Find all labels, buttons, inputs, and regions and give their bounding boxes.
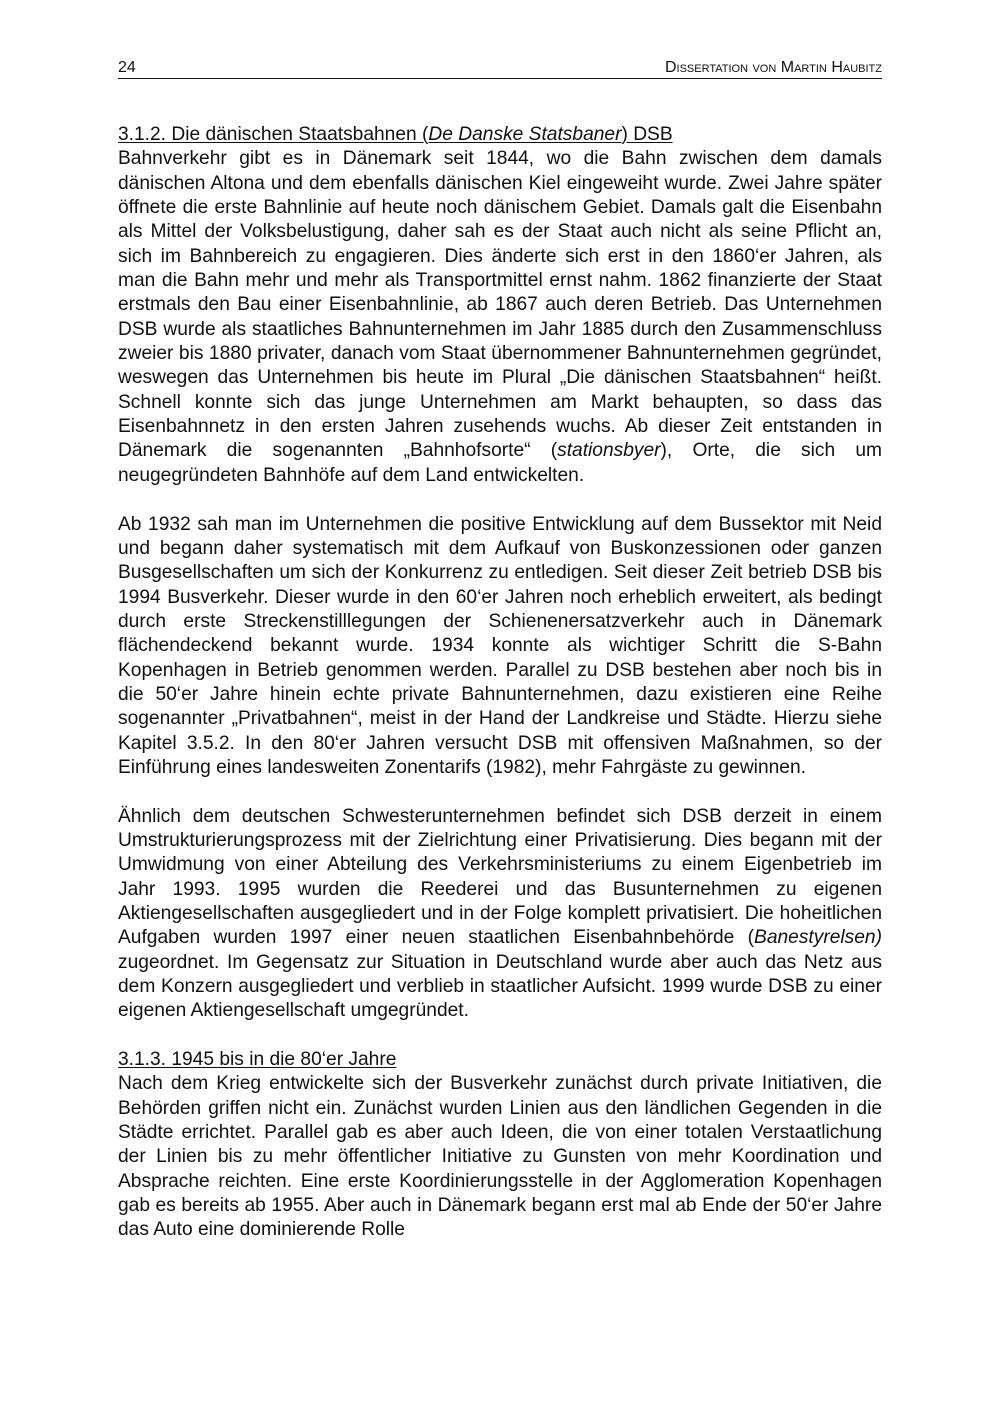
header-title: Dissertation von Martin Haubitz	[664, 59, 882, 76]
section-heading-3-1-3	[118, 1048, 882, 1072]
paragraph-postwar-bus	[118, 1072, 882, 1242]
page-number: 24	[118, 59, 136, 76]
paragraph-italic-text: Banestyrelsen)	[754, 927, 882, 949]
paragraph-text: Ähnlich dem deutschen Schwesterunternehmen befindet sich DSB derzeit in einem Umstrukturierungsprozess mit der Zielrichtung einer Privatisierung. Dies begann mit der Umwidmung von einer Abteilung des Verkehrsministeriums zu einem Eigenbetrieb im Jahr 1993. 1995 wurden die Reederei und das Busunternehmen zu eigenen Aktiengesellschaften ausgegliedert und in der Folge komplett privatisiert. Die hoheitlichen Aufgaben wurden 1997 einer neuen staatlichen Eisenbahnbehörde (	[118, 805, 882, 949]
paragraph-dsb-bus-sector	[118, 513, 882, 781]
paragraph-italic-text: stationsbyer	[557, 440, 661, 462]
heading-text: 3.1.2. Die dänischen Staatsbahnen (	[118, 124, 429, 145]
paragraph-dsb-privatisation	[118, 805, 882, 1024]
heading-text-suffix: ) DSB	[621, 124, 673, 145]
paragraph-dsb-history	[118, 147, 882, 488]
paragraph-gap	[118, 780, 882, 804]
paragraph-text-cont: zugeordnet. Im Gegensatz zur Situation in Deutschland wurde aber auch das Netz aus dem Konzern ausgegliedert und verblieb in staatlicher Aufsicht. 1999 wurde DSB zu einer eigenen Aktiengesellschaft umgegründet.	[118, 951, 882, 1022]
paragraph-text: Bahnverkehr gibt es in Dänemark seit 1844, wo die Bahn zwischen dem damals dänischen Altona und dem ebenfalls dänischen Kiel eingeweiht wurde. Zwei Jahre später öffnete die erste Bahnlinie auf heute noch dänischem Gebiet. Damals galt die Eisenbahn als Mittel der Volksbelustigung, daher sah es der Staat auch nicht als seine Pflicht an, sich im Bahnbereich zu engagieren. Dies änderte sich erst in den 1860‘er Jahren, als man die Bahn mehr und mehr als Transportmittel ernst nahm. 1862 finanzierte der Staat erstmals den Bau einer Eisenbahnlinie, ab 1867 auch deren Betrieb. Das Unternehmen DSB wurde als staatliches Bahnunternehmen im Jahr 1885 durch den Zusammenschluss zweier bis 1880 privater, danach vom Staat übernommener Bahnunternehmen gegründet, weswegen das Unternehmen bis heute im Plural „Die dänischen Staatsbahnen“ heißt. Schnell konnte sich das junge Unternehmen am Markt behaupten, so dass das Eisenbahnnetz in den ersten Jahren zusehends wuchs. Ab dieser Zeit entstanden in Dänemark die sogenannten „Bahnhofsorte“ (	[118, 148, 882, 462]
heading-text: 3.1.3. 1945 bis in die 80‘er Jahre	[118, 1049, 397, 1071]
heading-italic-text: De Danske Statsbaner	[428, 124, 622, 145]
paragraph-text-cont: ), Orte, die sich um neugegründeten Bahnhöfe auf dem Land entwickelten.	[118, 440, 882, 486]
paragraph-text: Nach dem Krieg entwickelte sich der Busverkehr zunächst durch private Initiativen, die Behörden griffen nicht ein. Zunächst wurden Linien aus den ländlichen Gegenden in die Städte errichtet. Parallel gab es aber auch Ideen, die von einer totalen Verstaatlichung der Linien bis zu mehr öffentlicher Initiative zu Gunsten von mehr Koordination und Absprache reichten. Eine erste Koordinierungsstelle in der Agglomeration Kopenhagen gab es bereits ab 1955. Aber auch in Dänemark begann erst mal ab Ende der 50‘er Jahre das Auto eine dominierende Rolle	[118, 1073, 882, 1241]
paragraph-text: Ab 1932 sah man im Unternehmen die positive Entwicklung auf dem Bussektor mit Neid und begann daher systematisch mit dem Aufkauf von Buskonzessionen oder ganzen Busgesellschaften um sich der Konkurrenz zu entledigen. Seit dieser Zeit betrieb DSB bis 1994 Busverkehr. Dieser wurde in den 60‘er Jahren noch erheblich erweitert, als bedingt durch erste Streckenstilllegungen der Schienenersatzverkehr auch in Dänemark flächendeckend bekannt wurde. 1934 konnte als wichtiger Schritt die S-Bahn Kopenhagen in Betrieb genommen werden. Parallel zu DSB bestehen aber noch bis in die 50‘er Jahre hinein echte private Bahnunternehmen, dazu existieren eine Reihe sogenannter „Privatbahnen“, meist in der Hand der Landkreise und Städte. Hierzu siehe Kapitel 3.5.2. In den 80‘er Jahren versucht DSB mit offensiven Maßnahmen, so der Einführung eines landesweiten Zonentarifs (1982), mehr Fahrgäste zu gewinnen.	[118, 513, 882, 778]
section-heading-3-1-2	[118, 123, 882, 147]
paragraph-gap	[118, 488, 882, 512]
running-header	[118, 58, 882, 79]
document-body	[118, 123, 882, 1243]
document-page	[118, 58, 882, 1243]
